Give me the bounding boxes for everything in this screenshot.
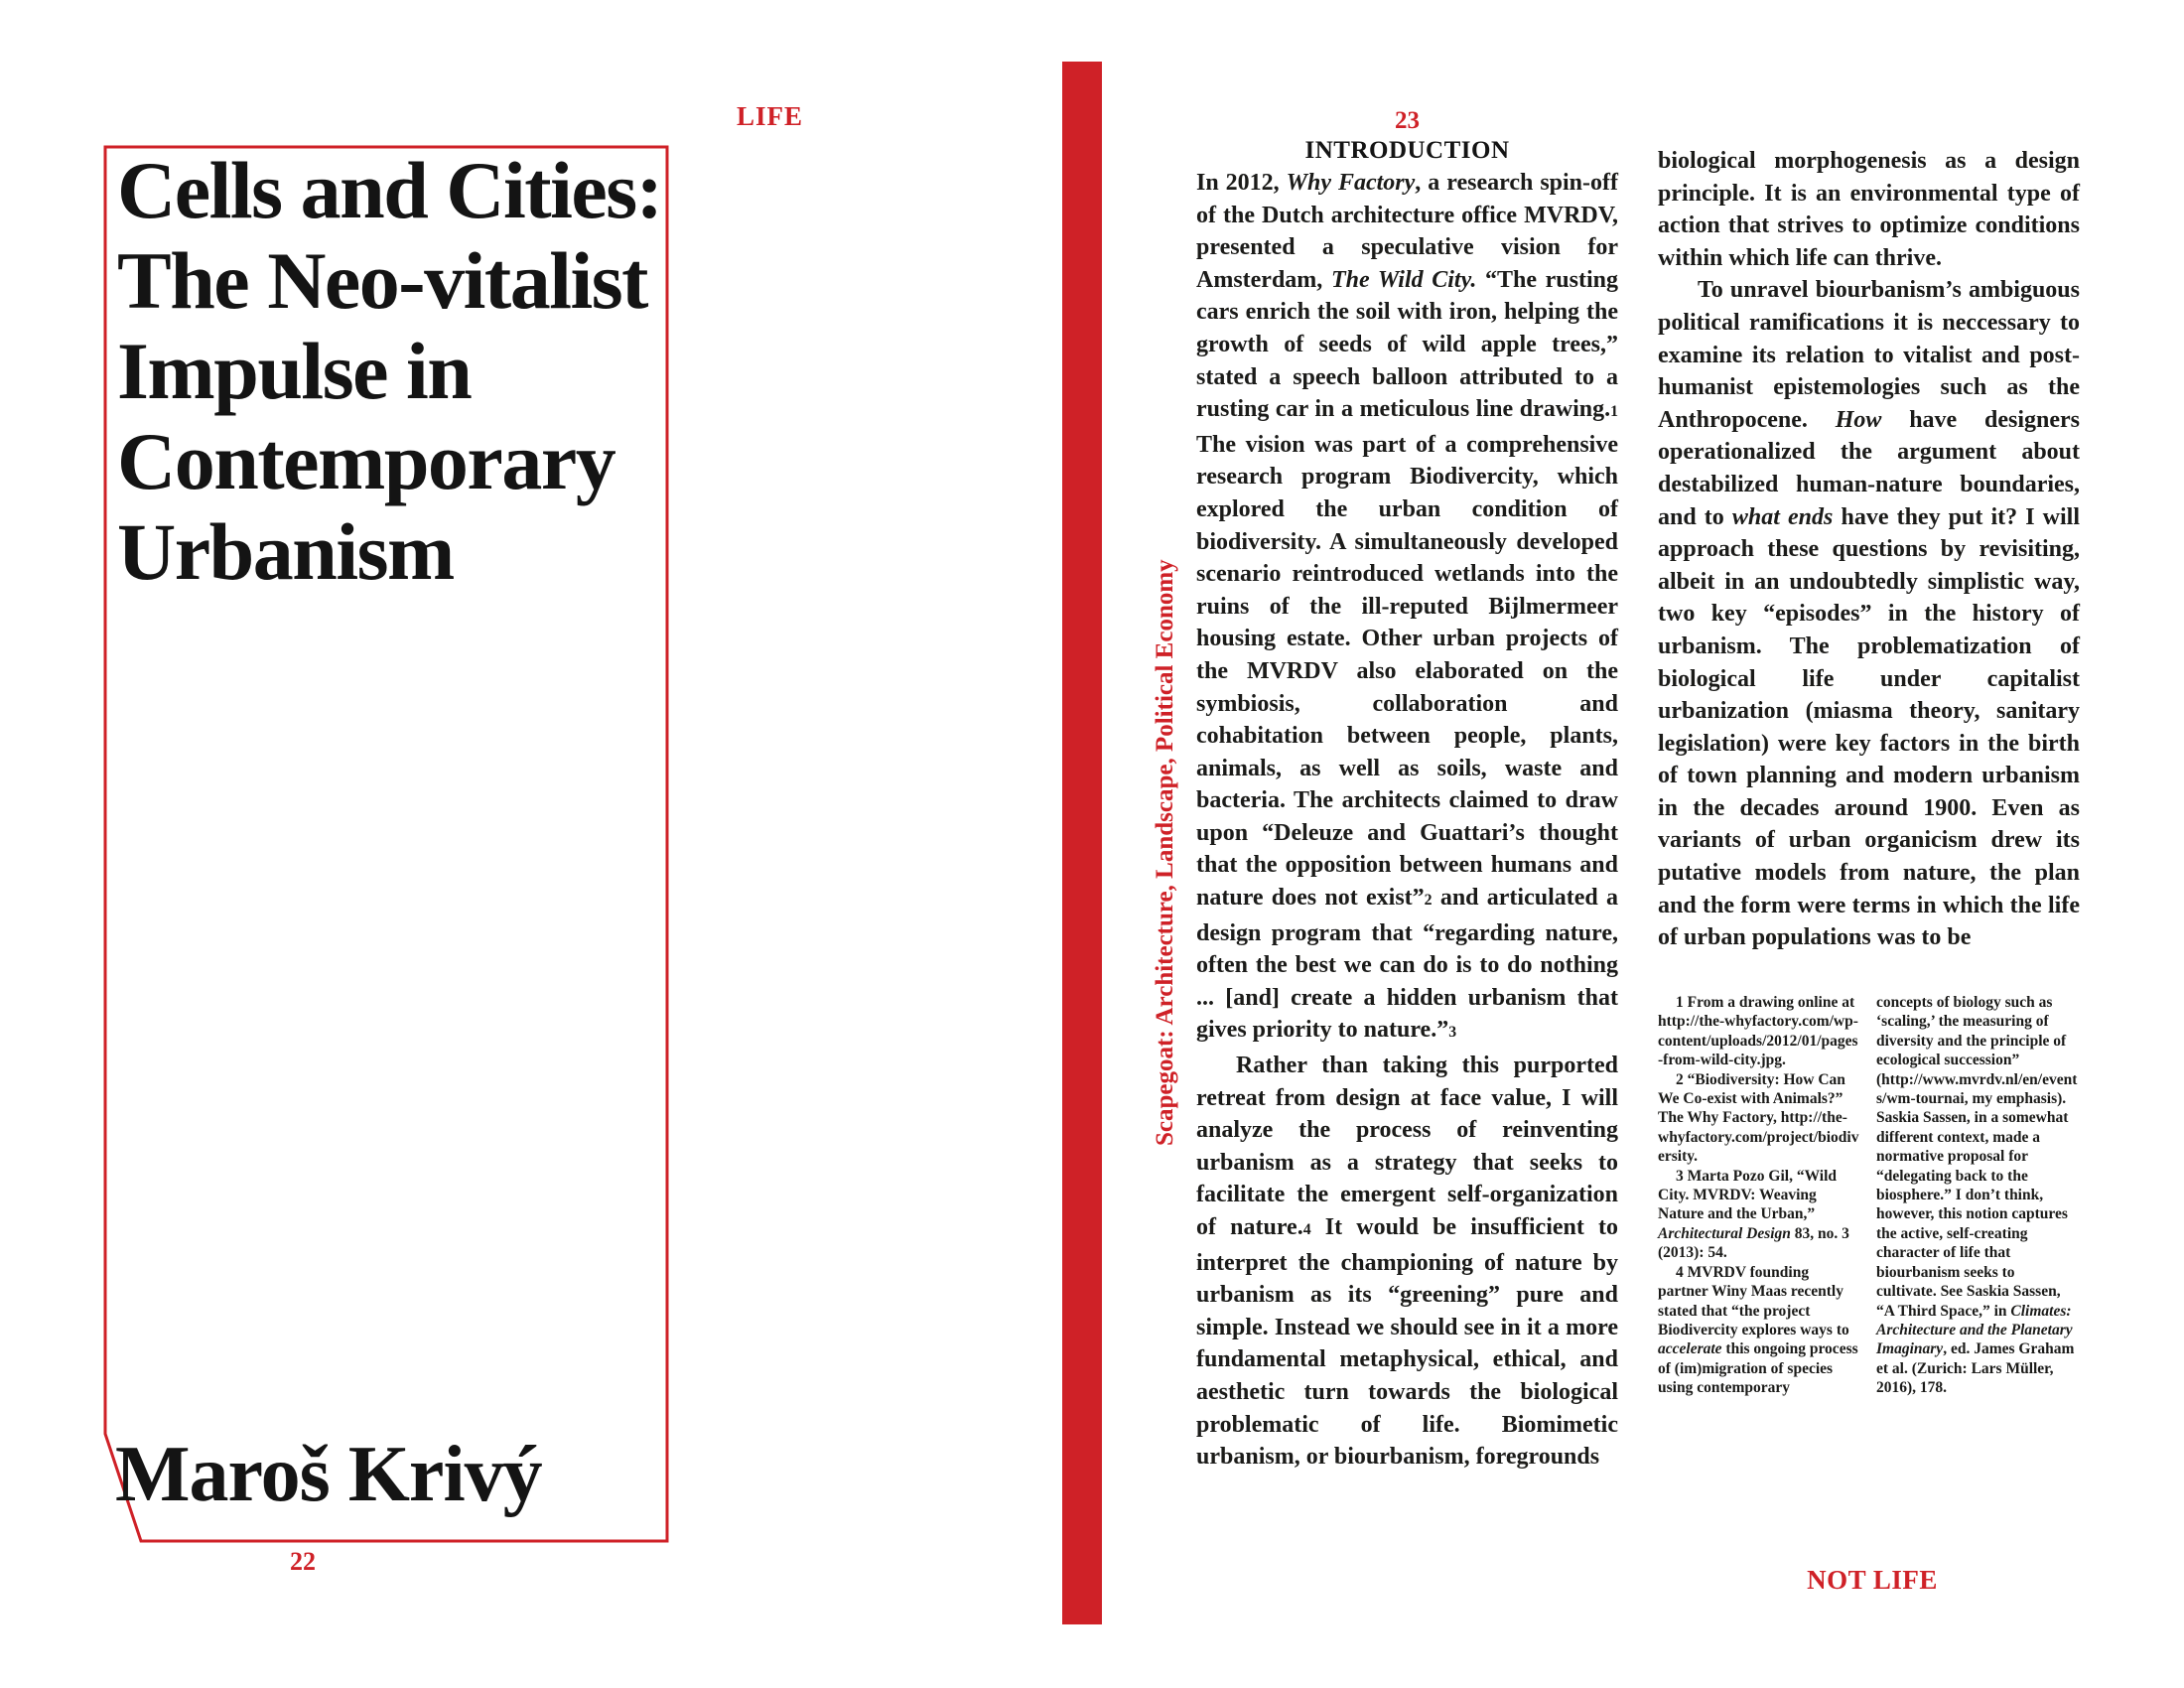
body-column-2: biological morphogenesis as a design principle. It is an environmental type of action that strives to optimize conditions within which life can thrive. To unravel biourbanism’s ambiguous political ramifications it is neccessary to examine its relation to vitalist and post-humanist epistemologies such as the Anthropocene. How have designers operationalized the argument about destabilized human-nature boundaries, and to what ends have they put it? I will approach these questions by revisiting, albeit in an undoubtedly simplistic way, two key “episodes” in the history of urbanism. The problematization of biological life under capitalist urbanization (miasma theory, sanitary legislation) were key factors in the birth of town planning and modern urbanism in the decades around 1900. Even as variants of urban organicism drew its putative models from nature, the plan and the form were terms in which the life of urban populations was to be xyxy=(1658,148,2081,951)
spine-journal-title: Scapegoat: Architecture, Landscape, Political Economy xyxy=(1152,559,1178,1146)
title-line: Contemporary xyxy=(117,416,615,506)
running-head-life: LIFE xyxy=(737,101,804,131)
page-number-right: 23 xyxy=(1395,107,1420,134)
footnote-column-2: concepts of biology such as ‘scaling,’ the measuring of diversity and the principle of ecological succession” (http://www.mvrdv.nl/en/events/wm-tournai, my emphasis). Saskia Sassen, in a somewhat different context, made a normative proposal for “delegating back to the biosphere.” I don’t think, however, this notion captures the active, self-creating character of life that biourbanism seeks to cultivate. See Saskia Sassen, “A Third Space,” in Climates: Architecture and the Planetary Imaginary, ed. James Graham et al. (Zurich: Lars Müller, 2016), 178. xyxy=(1876,994,2078,1397)
author-name: Maroš Krivý xyxy=(115,1431,542,1518)
article-title xyxy=(117,145,662,597)
title-line: Urbanism xyxy=(117,506,454,597)
spine-bar xyxy=(1062,62,1102,1624)
title-line: The Neo-vitalist xyxy=(117,235,647,326)
running-foot-not-life: NOT LIFE xyxy=(1807,1565,1938,1595)
body-column-1: In 2012, Why Factory, a research spin-off of the Dutch architecture office MVRDV, presented a speculative vision for Amsterdam, The Wild City. “The rusting cars enrich the soil with iron, helping the growth of seeds of wild apple trees,” stated a speech balloon attributed to a rusting car in a meticulous line drawing.1 The vision was part of a comprehensive research program Biodivercity, which explored the urban condition of biodiversity. A simultaneously developed scenario reintroduced wetlands into the ruins of the ill-reputed Bijlmermeer housing estate. Other urban projects of the MVRDV also elaborated on the symbiosis, collaboration and cohabitation between people, plants, animals, as well as soils, waste and bacteria. The architects claimed to draw upon “Deleuze and Guattari’s thought that the opposition between humans and nature does not exist”2 and articulated a design program that “regarding nature, often the best we can do is to do nothing ... [and] create a hidden urbanism that gives priority to nature.”3 Rather than taking this purported retreat from design at face value, I will analyze the process of reinventing urbanism as a strategy that seeks to facilitate the emergent self-organization of nature.4 It would be insufficient to interpret the championing of nature by urbanism as its “greening” pure and simple. Instead we should see in it a more fundamental metaphysical, ethical, and aesthetic turn towards the biological problematic of life. Biomimetic urbanism, or biourbanism, foregrounds xyxy=(1196,170,1619,1471)
footnote-column-1: 1 From a drawing online at http://the-whyfactory.com/wp-content/uploads/2012/01/pages-from-wild-city.jpg. 2 “Biodiversity: How Can We Co-exist with Animals?” The Why Factory, http://the-whyfactory.com/project/biodiversity. 3 Marta Pozo Gil, “Wild City. MVRDV: Weaving Nature and the Urban,” Architectural Design 83, no. 3 (2013): 54. 4 MVRDV founding partner Winy Maas recently stated that “the project Biodivercity explores ways to accelerate this ongoing process of (im)migration of species using contemporary xyxy=(1658,994,1859,1397)
page-number-left: 22 xyxy=(290,1547,316,1576)
section-heading: INTRODUCTION xyxy=(1304,137,1510,164)
title-line: Impulse in xyxy=(117,326,472,416)
footnotes xyxy=(1658,993,2087,1398)
title-line: Cells and Cities: xyxy=(117,145,662,235)
